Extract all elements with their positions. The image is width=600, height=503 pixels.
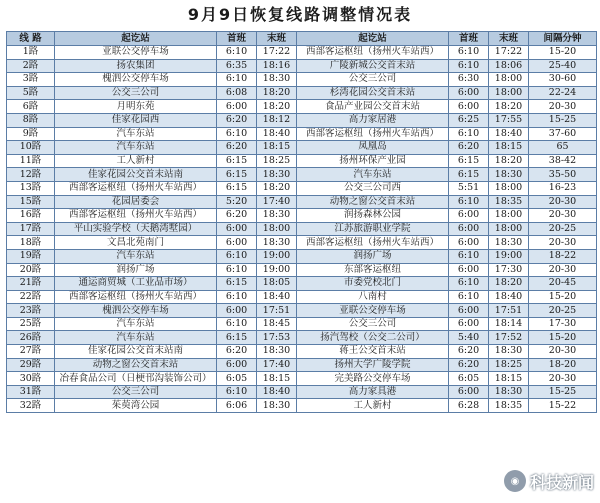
table-row: [7, 113, 597, 127]
first-bus-a-cell: 6:20: [217, 209, 257, 223]
header-route: 线 路: [7, 32, 55, 46]
first-bus-b-cell: 6:25: [449, 113, 489, 127]
last-bus-a-cell: 18:20: [257, 181, 297, 195]
last-bus-b-cell: 18:15: [489, 372, 529, 386]
last-bus-a-cell: 18:30: [257, 209, 297, 223]
page-title: 9月9日恢复线路调整情况表: [187, 5, 413, 24]
table-row: [7, 195, 597, 209]
table-row: [7, 304, 597, 318]
interval-cell: 65: [529, 141, 597, 155]
last-bus-b-cell: 18:20: [489, 277, 529, 291]
last-bus-a-cell: 18:30: [257, 345, 297, 359]
first-bus-a-cell: 6:15: [217, 277, 257, 291]
table-row: [7, 385, 597, 399]
interval-cell: 20-30: [529, 372, 597, 386]
last-bus-b-cell: 19:00: [489, 249, 529, 263]
last-bus-a-cell: 19:00: [257, 263, 297, 277]
table-row: [7, 277, 597, 291]
terminal-a-cell: 西部客运枢纽（扬州火车站西）: [55, 209, 217, 223]
terminal-a-cell: 润扬广场: [55, 263, 217, 277]
first-bus-b-cell: 5:40: [449, 331, 489, 345]
terminal-a-cell: 汽车东站: [55, 331, 217, 345]
terminal-b-cell: 润扬森林公园: [297, 209, 449, 223]
route-cell: 12路: [7, 168, 55, 182]
table-row: [7, 46, 597, 60]
last-bus-b-cell: 17:52: [489, 331, 529, 345]
header-first-bus-b: 首班: [449, 32, 489, 46]
interval-cell: 15-20: [529, 290, 597, 304]
route-cell: 18路: [7, 236, 55, 250]
terminal-b-cell: 广陵新城公交首末站: [297, 59, 449, 73]
interval-cell: 15-25: [529, 113, 597, 127]
terminal-a-cell: 槐泗公交停车场: [55, 304, 217, 318]
last-bus-b-cell: 18:00: [489, 209, 529, 223]
terminal-b-cell: 高力家具港: [297, 385, 449, 399]
interval-cell: 20-30: [529, 263, 597, 277]
first-bus-a-cell: 6:10: [217, 263, 257, 277]
route-cell: 10路: [7, 141, 55, 155]
terminal-a-cell: 工人新村: [55, 154, 217, 168]
first-bus-a-cell: 6:15: [217, 331, 257, 345]
first-bus-b-cell: 6:30: [449, 73, 489, 87]
last-bus-a-cell: 17:22: [257, 46, 297, 60]
first-bus-b-cell: 6:20: [449, 141, 489, 155]
table-row: [7, 236, 597, 250]
last-bus-b-cell: 18:35: [489, 399, 529, 413]
first-bus-a-cell: 6:20: [217, 141, 257, 155]
route-cell: 26路: [7, 331, 55, 345]
interval-cell: 22-24: [529, 86, 597, 100]
first-bus-a-cell: 6:00: [217, 304, 257, 318]
last-bus-a-cell: 17:51: [257, 304, 297, 318]
interval-cell: 20-25: [529, 304, 597, 318]
header-terminal-b: 起讫站: [297, 32, 449, 46]
first-bus-b-cell: 6:00: [449, 236, 489, 250]
terminal-b-cell: 公交三公司: [297, 73, 449, 87]
last-bus-a-cell: 18:30: [257, 168, 297, 182]
interval-cell: 20-25: [529, 222, 597, 236]
interval-cell: 20-30: [529, 100, 597, 114]
terminal-a-cell: 汽车东站: [55, 249, 217, 263]
first-bus-a-cell: 6:10: [217, 127, 257, 141]
route-cell: 3路: [7, 73, 55, 87]
first-bus-a-cell: 6:00: [217, 358, 257, 372]
route-cell: 6路: [7, 100, 55, 114]
interval-cell: 15-20: [529, 331, 597, 345]
table-row: [7, 181, 597, 195]
route-cell: 23路: [7, 304, 55, 318]
last-bus-a-cell: 18:00: [257, 222, 297, 236]
interval-cell: 30-60: [529, 73, 597, 87]
first-bus-b-cell: 6:00: [449, 317, 489, 331]
terminal-a-cell: 佳家花园西: [55, 113, 217, 127]
table-row: [7, 73, 597, 87]
terminal-b-cell: 杉湾花园公交首末站: [297, 86, 449, 100]
last-bus-a-cell: 18:16: [257, 59, 297, 73]
route-cell: 29路: [7, 358, 55, 372]
first-bus-b-cell: 6:00: [449, 222, 489, 236]
terminal-a-cell: 月明东苑: [55, 100, 217, 114]
last-bus-a-cell: 18:30: [257, 236, 297, 250]
route-cell: 1路: [7, 46, 55, 60]
last-bus-a-cell: 18:15: [257, 372, 297, 386]
last-bus-a-cell: 18:40: [257, 290, 297, 304]
table-row: [7, 399, 597, 413]
first-bus-b-cell: 6:20: [449, 358, 489, 372]
last-bus-b-cell: 17:51: [489, 304, 529, 318]
last-bus-b-cell: 17:55: [489, 113, 529, 127]
terminal-b-cell: 润扬广场: [297, 249, 449, 263]
table-row: [7, 345, 597, 359]
first-bus-a-cell: 6:20: [217, 113, 257, 127]
table-row: [7, 317, 597, 331]
route-cell: 17路: [7, 222, 55, 236]
terminal-b-cell: 西部客运枢纽（扬州火车站西）: [297, 236, 449, 250]
table-row: [7, 209, 597, 223]
route-cell: 32路: [7, 399, 55, 413]
route-cell: 30路: [7, 372, 55, 386]
interval-cell: 20-30: [529, 195, 597, 209]
first-bus-a-cell: 6:10: [217, 317, 257, 331]
last-bus-a-cell: 17:53: [257, 331, 297, 345]
route-cell: 8路: [7, 113, 55, 127]
first-bus-a-cell: 6:20: [217, 345, 257, 359]
terminal-a-cell: 平山实验学校（天鹅湾墅园）: [55, 222, 217, 236]
last-bus-b-cell: 18:06: [489, 59, 529, 73]
first-bus-a-cell: 6:06: [217, 399, 257, 413]
first-bus-a-cell: 6:10: [217, 73, 257, 87]
last-bus-a-cell: 18:20: [257, 100, 297, 114]
first-bus-a-cell: 6:10: [217, 385, 257, 399]
terminal-a-cell: 汽车东站: [55, 317, 217, 331]
first-bus-b-cell: 6:10: [449, 195, 489, 209]
terminal-a-cell: 西部客运枢纽（扬州火车站西）: [55, 290, 217, 304]
last-bus-a-cell: 18:25: [257, 154, 297, 168]
bus-route-table: [6, 31, 597, 413]
last-bus-b-cell: 18:25: [489, 358, 529, 372]
table-row: [7, 154, 597, 168]
first-bus-a-cell: 6:00: [217, 236, 257, 250]
table-row: [7, 358, 597, 372]
last-bus-a-cell: 17:40: [257, 195, 297, 209]
first-bus-a-cell: 6:15: [217, 168, 257, 182]
last-bus-b-cell: 18:00: [489, 73, 529, 87]
table-row: [7, 263, 597, 277]
route-cell: 22路: [7, 290, 55, 304]
terminal-a-cell: 冶春食品公司（日梗邗沟装饰公司）: [55, 372, 217, 386]
first-bus-b-cell: 6:10: [449, 249, 489, 263]
first-bus-b-cell: 6:15: [449, 168, 489, 182]
route-cell: 21路: [7, 277, 55, 291]
first-bus-b-cell: 5:51: [449, 181, 489, 195]
first-bus-a-cell: 6:10: [217, 249, 257, 263]
interval-cell: 20-30: [529, 236, 597, 250]
terminal-a-cell: 花园居委会: [55, 195, 217, 209]
terminal-b-cell: 亚联公交停车场: [297, 304, 449, 318]
table-row: [7, 222, 597, 236]
terminal-b-cell: 工人新村: [297, 399, 449, 413]
first-bus-a-cell: 6:08: [217, 86, 257, 100]
last-bus-b-cell: 18:14: [489, 317, 529, 331]
last-bus-a-cell: 18:15: [257, 141, 297, 155]
interval-cell: 18-20: [529, 358, 597, 372]
interval-cell: 20-30: [529, 345, 597, 359]
first-bus-b-cell: 6:10: [449, 59, 489, 73]
first-bus-a-cell: 6:10: [217, 290, 257, 304]
first-bus-b-cell: 6:00: [449, 304, 489, 318]
last-bus-a-cell: 18:20: [257, 86, 297, 100]
terminal-b-cell: 八南村: [297, 290, 449, 304]
terminal-a-cell: 槐泗公交停车场: [55, 73, 217, 87]
route-cell: 31路: [7, 385, 55, 399]
route-cell: 20路: [7, 263, 55, 277]
terminal-b-cell: 江苏旅游职业学院: [297, 222, 449, 236]
terminal-b-cell: 公交三公司西: [297, 181, 449, 195]
table-row: [7, 249, 597, 263]
first-bus-a-cell: 6:00: [217, 222, 257, 236]
terminal-a-cell: 文昌北苑南门: [55, 236, 217, 250]
terminal-a-cell: 通运商贸城（工业品市场）: [55, 277, 217, 291]
terminal-b-cell: 食品产业园公交首末站: [297, 100, 449, 114]
table-row: [7, 100, 597, 114]
header-last-bus-b: 末班: [489, 32, 529, 46]
first-bus-b-cell: 6:10: [449, 46, 489, 60]
watermark-text: 科技新闻: [529, 472, 594, 492]
table-row: [7, 86, 597, 100]
broadcast-logo-icon: ◉: [504, 470, 526, 492]
last-bus-a-cell: 18:40: [257, 385, 297, 399]
terminal-b-cell: 公交三公司: [297, 317, 449, 331]
last-bus-b-cell: 18:20: [489, 100, 529, 114]
first-bus-b-cell: 6:10: [449, 290, 489, 304]
route-cell: 5路: [7, 86, 55, 100]
first-bus-b-cell: 6:05: [449, 372, 489, 386]
interval-cell: 20-30: [529, 209, 597, 223]
route-cell: 16路: [7, 209, 55, 223]
last-bus-a-cell: 18:30: [257, 73, 297, 87]
first-bus-b-cell: 6:10: [449, 277, 489, 291]
first-bus-b-cell: 6:28: [449, 399, 489, 413]
table-row: [7, 59, 597, 73]
last-bus-a-cell: 17:40: [257, 358, 297, 372]
table-row: [7, 290, 597, 304]
first-bus-a-cell: 6:15: [217, 154, 257, 168]
terminal-a-cell: 佳家花园公交首末站南: [55, 345, 217, 359]
first-bus-b-cell: 6:00: [449, 209, 489, 223]
route-cell: 2路: [7, 59, 55, 73]
first-bus-a-cell: 6:05: [217, 372, 257, 386]
route-cell: 19路: [7, 249, 55, 263]
first-bus-b-cell: 6:10: [449, 127, 489, 141]
terminal-b-cell: 扬汽驾校（公交二公司）: [297, 331, 449, 345]
terminal-b-cell: 汽车东站: [297, 168, 449, 182]
interval-cell: 16-23: [529, 181, 597, 195]
last-bus-a-cell: 18:40: [257, 127, 297, 141]
terminal-a-cell: 汽车东站: [55, 127, 217, 141]
terminal-b-cell: 高力家居港: [297, 113, 449, 127]
interval-cell: 18-22: [529, 249, 597, 263]
terminal-b-cell: 东部客运枢纽: [297, 263, 449, 277]
first-bus-a-cell: 6:10: [217, 46, 257, 60]
terminal-a-cell: 亚联公交停车场: [55, 46, 217, 60]
route-cell: 9路: [7, 127, 55, 141]
last-bus-b-cell: 18:35: [489, 195, 529, 209]
interval-cell: 15-20: [529, 46, 597, 60]
table-row: [7, 168, 597, 182]
last-bus-b-cell: 17:30: [489, 263, 529, 277]
header-terminal-a: 起讫站: [55, 32, 217, 46]
header-interval: 间隔分钟: [529, 32, 597, 46]
terminal-b-cell: 完美路公交停车场: [297, 372, 449, 386]
last-bus-b-cell: 18:30: [489, 236, 529, 250]
terminal-a-cell: 扬农集团: [55, 59, 217, 73]
terminal-a-cell: 佳家花园公交首末站南: [55, 168, 217, 182]
table-row: [7, 141, 597, 155]
route-cell: 15路: [7, 195, 55, 209]
terminal-b-cell: 扬州大学广陵学院: [297, 358, 449, 372]
first-bus-b-cell: 6:00: [449, 263, 489, 277]
last-bus-b-cell: 18:20: [489, 154, 529, 168]
interval-cell: 17-30: [529, 317, 597, 331]
first-bus-a-cell: 6:15: [217, 181, 257, 195]
interval-cell: 35-50: [529, 168, 597, 182]
last-bus-b-cell: 18:40: [489, 290, 529, 304]
first-bus-b-cell: 6:00: [449, 385, 489, 399]
last-bus-a-cell: 18:30: [257, 399, 297, 413]
last-bus-b-cell: 18:30: [489, 385, 529, 399]
terminal-a-cell: 茱萸湾公园: [55, 399, 217, 413]
terminal-b-cell: 西部客运枢纽（扬州火车站西）: [297, 46, 449, 60]
terminal-b-cell: 西部客运枢纽（扬州火车站西）: [297, 127, 449, 141]
first-bus-b-cell: 6:00: [449, 100, 489, 114]
last-bus-b-cell: 18:00: [489, 181, 529, 195]
first-bus-a-cell: 6:35: [217, 59, 257, 73]
last-bus-b-cell: 18:00: [489, 222, 529, 236]
terminal-a-cell: 汽车东站: [55, 141, 217, 155]
route-cell: 11路: [7, 154, 55, 168]
first-bus-b-cell: 6:15: [449, 154, 489, 168]
last-bus-b-cell: 18:15: [489, 141, 529, 155]
terminal-a-cell: 公交三公司: [55, 385, 217, 399]
first-bus-b-cell: 6:00: [449, 86, 489, 100]
watermark: [482, 467, 594, 495]
route-cell: 25路: [7, 317, 55, 331]
first-bus-a-cell: 6:00: [217, 100, 257, 114]
interval-cell: 25-40: [529, 59, 597, 73]
table-row: [7, 127, 597, 141]
terminal-b-cell: 市委党校北门: [297, 277, 449, 291]
interval-cell: 37-60: [529, 127, 597, 141]
terminal-b-cell: 扬州环保产业园: [297, 154, 449, 168]
terminal-a-cell: 动物之窗公交首末站: [55, 358, 217, 372]
header-last-bus-a: 末班: [257, 32, 297, 46]
interval-cell: 15-25: [529, 385, 597, 399]
terminal-b-cell: 动物之窗公交首末站: [297, 195, 449, 209]
interval-cell: 15-22: [529, 399, 597, 413]
terminal-b-cell: 凤凰岛: [297, 141, 449, 155]
first-bus-b-cell: 6:20: [449, 345, 489, 359]
last-bus-a-cell: 18:45: [257, 317, 297, 331]
last-bus-a-cell: 19:00: [257, 249, 297, 263]
last-bus-b-cell: 18:30: [489, 345, 529, 359]
last-bus-a-cell: 18:05: [257, 277, 297, 291]
first-bus-a-cell: 5:20: [217, 195, 257, 209]
last-bus-b-cell: 18:40: [489, 127, 529, 141]
table-row: [7, 372, 597, 386]
table-header-row: [7, 32, 597, 46]
route-cell: 27路: [7, 345, 55, 359]
interval-cell: 38-42: [529, 154, 597, 168]
route-cell: 13路: [7, 181, 55, 195]
terminal-a-cell: 公交三公司: [55, 86, 217, 100]
terminal-a-cell: 西部客运枢纽（扬州火车站西）: [55, 181, 217, 195]
last-bus-b-cell: 18:00: [489, 86, 529, 100]
terminal-b-cell: 蒋王公交首末站: [297, 345, 449, 359]
last-bus-a-cell: 18:12: [257, 113, 297, 127]
header-first-bus-a: 首班: [217, 32, 257, 46]
last-bus-b-cell: 18:30: [489, 168, 529, 182]
last-bus-b-cell: 17:22: [489, 46, 529, 60]
interval-cell: 20-45: [529, 277, 597, 291]
table-row: [7, 331, 597, 345]
